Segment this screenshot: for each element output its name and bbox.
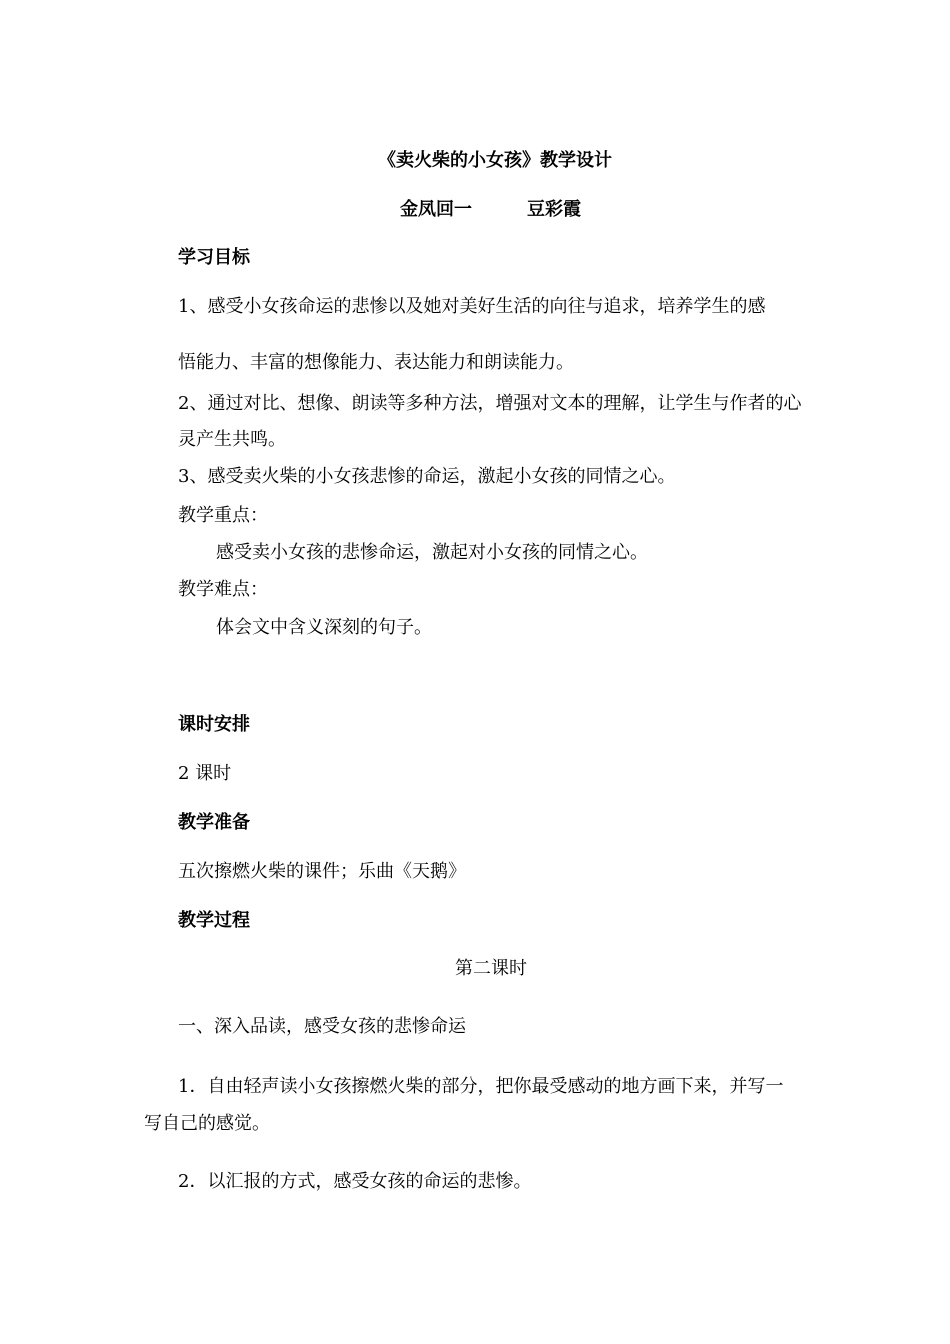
author-name: 豆彩霞 xyxy=(527,199,581,220)
preparation-text: 五次擦燃火柴的课件；乐曲《天鹅》 xyxy=(178,861,466,882)
schedule-heading: 课时安排 xyxy=(178,714,250,735)
key-points-text: 感受卖小女孩的悲惨命运，激起对小女孩的同情之心。 xyxy=(216,542,648,563)
step-2: 2．以汇报的方式，感受女孩的命运的悲惨。 xyxy=(178,1171,532,1192)
schedule-text: 2 课时 xyxy=(178,763,232,784)
difficulties-text: 体会文中含义深刻的句子。 xyxy=(216,617,432,638)
step-1-line-1: 1．自由轻声读小女孩擦燃火柴的部分，把你最受感动的地方画下来，并写一 xyxy=(178,1076,784,1097)
goal-item-2-line-2: 灵产生共鸣。 xyxy=(178,429,286,450)
key-points-label: 教学重点： xyxy=(178,505,268,526)
difficulties-label: 教学难点： xyxy=(178,579,268,600)
preparation-heading: 教学准备 xyxy=(178,812,250,833)
step-1-line-2: 写自己的感觉。 xyxy=(144,1113,270,1134)
process-heading: 教学过程 xyxy=(178,910,250,931)
goal-item-1-line-1: 1、感受小女孩命运的悲惨以及她对美好生活的向往与追求，培养学生的感 xyxy=(178,296,766,317)
goals-heading: 学习目标 xyxy=(178,247,250,268)
lesson-title: 第二课时 xyxy=(455,958,527,979)
goal-item-1-line-2: 悟能力、丰富的想像能力、表达能力和朗读能力。 xyxy=(178,352,574,373)
section-1-heading: 一、深入品读，感受女孩的悲惨命运 xyxy=(178,1016,466,1037)
goal-item-2-line-1: 2、通过对比、想像、朗读等多种方法，增强对文本的理解，让学生与作者的心 xyxy=(178,393,802,414)
author-school: 金凤回一 xyxy=(400,199,472,220)
goal-item-3: 3、感受卖火柴的小女孩悲惨的命运，激起小女孩的同情之心。 xyxy=(178,466,676,487)
document-title: 《卖火柴的小女孩》教学设计 xyxy=(378,150,612,171)
